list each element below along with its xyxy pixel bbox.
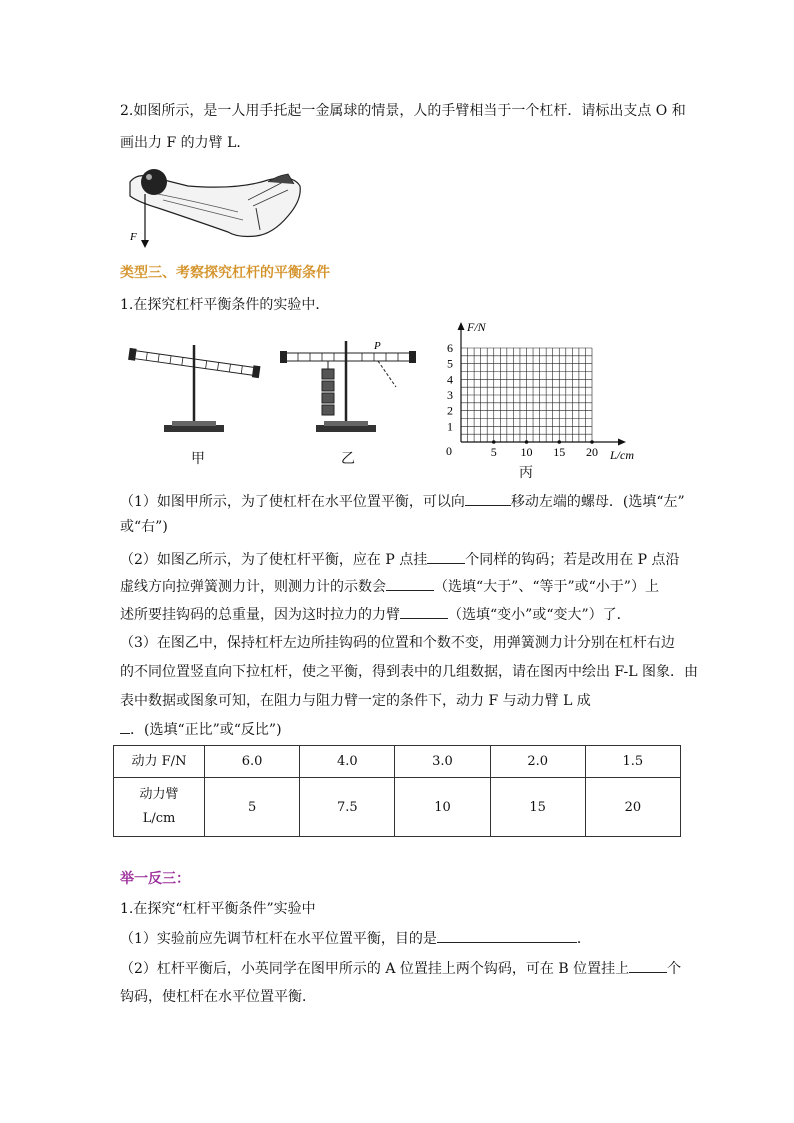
row-label-arm-a: 动力臂: [139, 787, 179, 802]
part3-line3: 表中数据或图象可知，在阻力与阻力臂一定的条件下，动力 F 与动力臂 L 成: [120, 693, 591, 709]
part2-text-c: 虚线方向拉弹簧测力计，则测力计的示数会: [120, 579, 386, 595]
x-axis-arrow: [618, 439, 626, 446]
caption-bing: 丙: [519, 465, 533, 481]
practice-heading: 举一反三：: [120, 871, 190, 887]
chart-grid: [461, 348, 592, 442]
x-tick-labels: [491, 440, 598, 459]
part1-text-b: 移动左端的螺母．(选填“左”: [510, 494, 685, 510]
table-cell: 3.0: [395, 746, 490, 778]
practice-part2-blank[interactable]: [629, 958, 667, 973]
y-tick-label: 3: [447, 388, 453, 402]
part3-blank[interactable]: [120, 719, 130, 734]
x-tick-label: 20: [586, 445, 598, 459]
part3-line1: （3）在图乙中，保持杠杆左边所挂钩码的位置和个数不变，用弹簧测力计分别在杠杆右边: [120, 635, 675, 651]
part2-text-f: （选填“变小”或“变大”）了．: [448, 607, 631, 623]
x-axis-label: L/cm: [610, 448, 634, 462]
table-cell: 1.5: [585, 746, 680, 778]
table-cell: 2.0: [490, 746, 585, 778]
table-cell: 10: [395, 778, 490, 837]
figure-yi-lever: [278, 335, 418, 439]
y-tick-label: 5: [447, 356, 453, 371]
part2-line3: [120, 604, 631, 625]
section-heading: 类型三、考察探究杠杆的平衡条件: [120, 265, 330, 281]
part2-text-a: （2）如图乙所示，为了使杠杆平衡，应在 P 点挂: [120, 552, 428, 568]
q2-text-line2: 画出力 F 的力臂 L．: [120, 135, 251, 151]
x-tick-mark: [525, 440, 529, 444]
part1-line2: 或“右”): [120, 519, 168, 535]
part2-line2: [120, 576, 659, 597]
x-tick-label: 10: [520, 445, 533, 459]
row-label-arm: [114, 778, 205, 837]
part2-blank-arm[interactable]: [400, 604, 448, 619]
data-table: [113, 745, 681, 837]
figure-bing-chart: [438, 318, 638, 463]
figure-jia-lever: [124, 335, 264, 439]
point-p-label: P: [374, 340, 381, 352]
practice-part2-line2: 钩码，使杠杆在水平位置平衡．: [120, 989, 316, 1005]
part2-blank-count[interactable]: [427, 549, 465, 564]
table-row-arm: [114, 778, 681, 837]
part3-line4: [120, 719, 282, 740]
table-cell: 7.5: [300, 778, 395, 837]
part2-line1: [120, 549, 680, 570]
part3-line2: 的不同位置竖直向下拉杠杆，使之平衡，得到表中的几组数据，请在图丙中绘出 F-L 图象．由: [120, 664, 699, 680]
practice-part2-text-a: （2）杠杆平衡后，小英同学在图甲所示的 A 位置挂上两个钩码，可在 B 位置挂上: [120, 961, 630, 977]
force-label: F: [130, 231, 137, 243]
y-axis-label: F/N: [467, 320, 486, 334]
y-tick-labels: [447, 341, 453, 433]
part2-text-b: 个同样的钩码；若是改用在 P 点沿: [465, 552, 680, 568]
y-axis-arrow: [458, 322, 465, 330]
table-cell: 15: [490, 778, 585, 837]
q1-intro: 1.在探究杠杆平衡条件的实验中．: [120, 297, 330, 313]
part2-blank-compare[interactable]: [386, 576, 434, 591]
x-tick-mark: [492, 440, 496, 444]
practice-part1-text-a: （1）实验前应先调节杠杆在水平位置平衡，目的是: [120, 931, 437, 947]
table-cell: 4.0: [300, 746, 395, 778]
practice-part1-text-b: ．: [576, 931, 591, 947]
x-tick-mark: [557, 440, 561, 444]
part1-blank[interactable]: [465, 491, 511, 506]
practice-part2: [120, 958, 681, 979]
arm-illustration: [118, 160, 308, 252]
y-tick-label: 6: [447, 341, 453, 355]
q2-text-line1: 2.如图所示，是一人用手托起一金属球的情景，人的手臂相当于一个杠杆．请标出支点 O 和: [120, 103, 686, 119]
row-label-arm-b: L/cm: [142, 811, 176, 826]
practice-part1-blank[interactable]: [437, 928, 577, 943]
x-tick-label: 5: [490, 445, 497, 459]
x-tick-mark: [590, 440, 594, 444]
practice-q1: 1.在探究“杠杆平衡条件”实验中: [120, 901, 316, 917]
part2-text-e: 述所要挂钩码的总重量，因为这时拉力的力臂: [120, 607, 400, 623]
y-tick-label: 4: [447, 372, 453, 387]
y-tick-label: 1: [447, 419, 453, 434]
part1-text-a: （1）如图甲所示，为了使杠杆在水平位置平衡，可以向: [120, 494, 465, 510]
part3-text-d: ．(选填“正比”或“反比”): [130, 722, 282, 738]
origin-label: 0: [446, 444, 452, 458]
table-cell: 20: [585, 778, 680, 837]
practice-part1: [120, 928, 591, 949]
row-label-force: 动力 F/N: [114, 746, 205, 778]
caption-yi: 乙: [341, 451, 355, 467]
part2-text-d: （选填“大于”、“等于”或“小于”）上: [434, 579, 659, 595]
table-row-force: [114, 746, 681, 778]
metal-ball: [141, 169, 167, 195]
table-cell: 5: [205, 778, 300, 837]
y-tick-label: 2: [447, 403, 453, 418]
x-tick-label: 15: [553, 445, 566, 459]
table-cell: 6.0: [205, 746, 300, 778]
caption-jia: 甲: [191, 451, 205, 467]
part1-line1: [120, 491, 685, 512]
practice-part2-text-b: 个: [667, 961, 682, 977]
